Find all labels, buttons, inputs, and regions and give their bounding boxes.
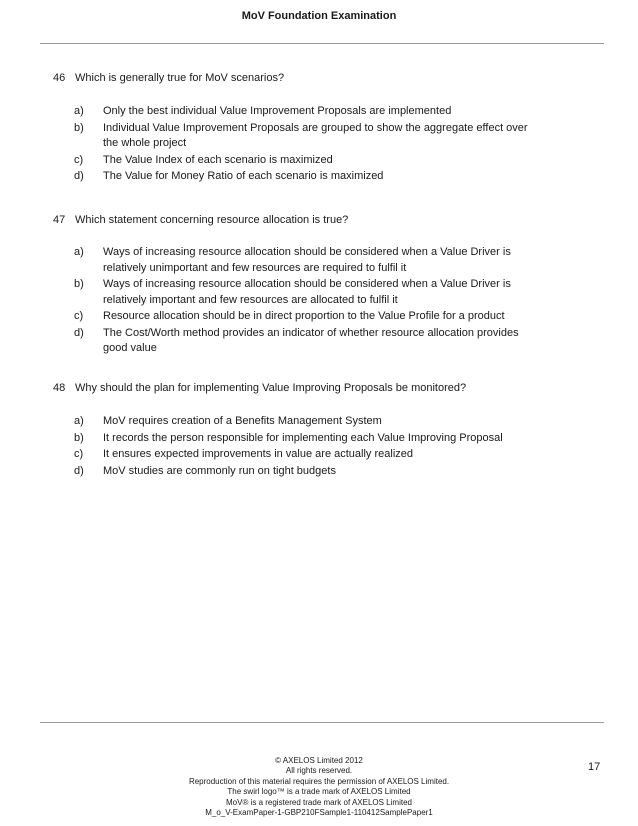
option-text: The Value Index of each scenario is maximized xyxy=(103,153,333,166)
question-46 xyxy=(53,70,553,186)
footer-line: Reproduction of this material requires the permission of AXELOS Limited. xyxy=(188,776,450,786)
question-number: 46 xyxy=(53,72,66,84)
option-letter: d) xyxy=(74,326,84,339)
option-text: Only the best individual Value Improvement Proposals are implemented xyxy=(103,105,452,117)
question-text: Why should the plan for implementing Value Improving Proposals be monitored? xyxy=(75,382,467,394)
option-letter: c) xyxy=(74,310,84,322)
answer-option-c xyxy=(74,153,553,169)
question-48 xyxy=(53,380,553,480)
answer-option-d xyxy=(74,326,553,357)
answer-option-c xyxy=(74,447,553,463)
question-47 xyxy=(53,212,553,358)
footer-line: © AXELOS Limited 2012 xyxy=(275,756,363,765)
option-letter: b) xyxy=(74,278,84,290)
question-text: Which is generally true for MoV scenarios? xyxy=(75,72,285,84)
answer-options xyxy=(74,104,553,185)
footer-copyright xyxy=(0,756,638,818)
answer-option-a xyxy=(74,245,553,276)
option-letter: a) xyxy=(74,105,84,117)
question-number: 48 xyxy=(53,382,66,394)
answer-option-a xyxy=(74,414,553,430)
footer-divider xyxy=(40,722,604,723)
footer-line: M_o_V-ExamPaper-1-GBP210FSample1-110412SamplePaper1 xyxy=(205,808,433,818)
question-text: Which statement concerning resource allocation is true? xyxy=(75,214,349,226)
answer-options xyxy=(74,414,553,479)
footer-line: All rights reserved. xyxy=(285,766,353,776)
answer-option-b xyxy=(74,277,553,308)
footer-line: The swirl logo™ is a trade mark of AXELOS Limited xyxy=(227,787,411,797)
option-text: Ways of increasing resource allocation should be considered when a Value Driver is relatively important and few resources are allocated to fulfil it xyxy=(103,278,511,306)
option-text: It records the person responsible for implementing each Value Improving Proposal xyxy=(103,431,503,444)
option-text: MoV requires creation of a Benefits Management System xyxy=(103,415,382,427)
header-divider xyxy=(40,43,604,44)
option-text: Resource allocation should be in direct proportion to the Value Profile for a product xyxy=(103,310,505,322)
answer-option-c xyxy=(74,309,553,325)
answer-option-b xyxy=(74,121,553,152)
footer-line: MoV® is a registered trade mark of AXELOS Limited xyxy=(226,797,412,807)
option-letter: a) xyxy=(74,246,84,258)
question-number: 47 xyxy=(53,214,66,226)
option-letter: c) xyxy=(74,448,84,460)
answer-option-b xyxy=(74,431,553,447)
option-text: It ensures expected improvements in value are actually realized xyxy=(103,448,413,460)
answer-options xyxy=(74,245,553,357)
page-header-title: MoV Foundation Examination xyxy=(241,10,397,22)
option-text: Ways of increasing resource allocation should be considered when a Value Driver is relatively unimportant and few resources are required to fulfil it xyxy=(103,246,511,274)
option-letter: d) xyxy=(74,464,84,477)
option-text: MoV studies are commonly run on tight budgets xyxy=(103,464,336,477)
option-text: Individual Value Improvement Proposals are grouped to show the aggregate effect over the whole project xyxy=(103,121,528,149)
answer-option-d xyxy=(74,169,553,185)
option-letter: d) xyxy=(74,170,84,182)
option-text: The Cost/Worth method provides an indicator of whether resource allocation provides good value xyxy=(103,326,519,354)
option-letter: a) xyxy=(74,415,84,427)
option-letter: b) xyxy=(74,431,84,444)
option-text: The Value for Money Ratio of each scenario is maximized xyxy=(103,170,384,182)
answer-option-d xyxy=(74,464,553,480)
page-number: 17 xyxy=(588,761,601,773)
option-letter: c) xyxy=(74,153,84,166)
answer-option-a xyxy=(74,104,553,120)
option-letter: b) xyxy=(74,121,84,134)
